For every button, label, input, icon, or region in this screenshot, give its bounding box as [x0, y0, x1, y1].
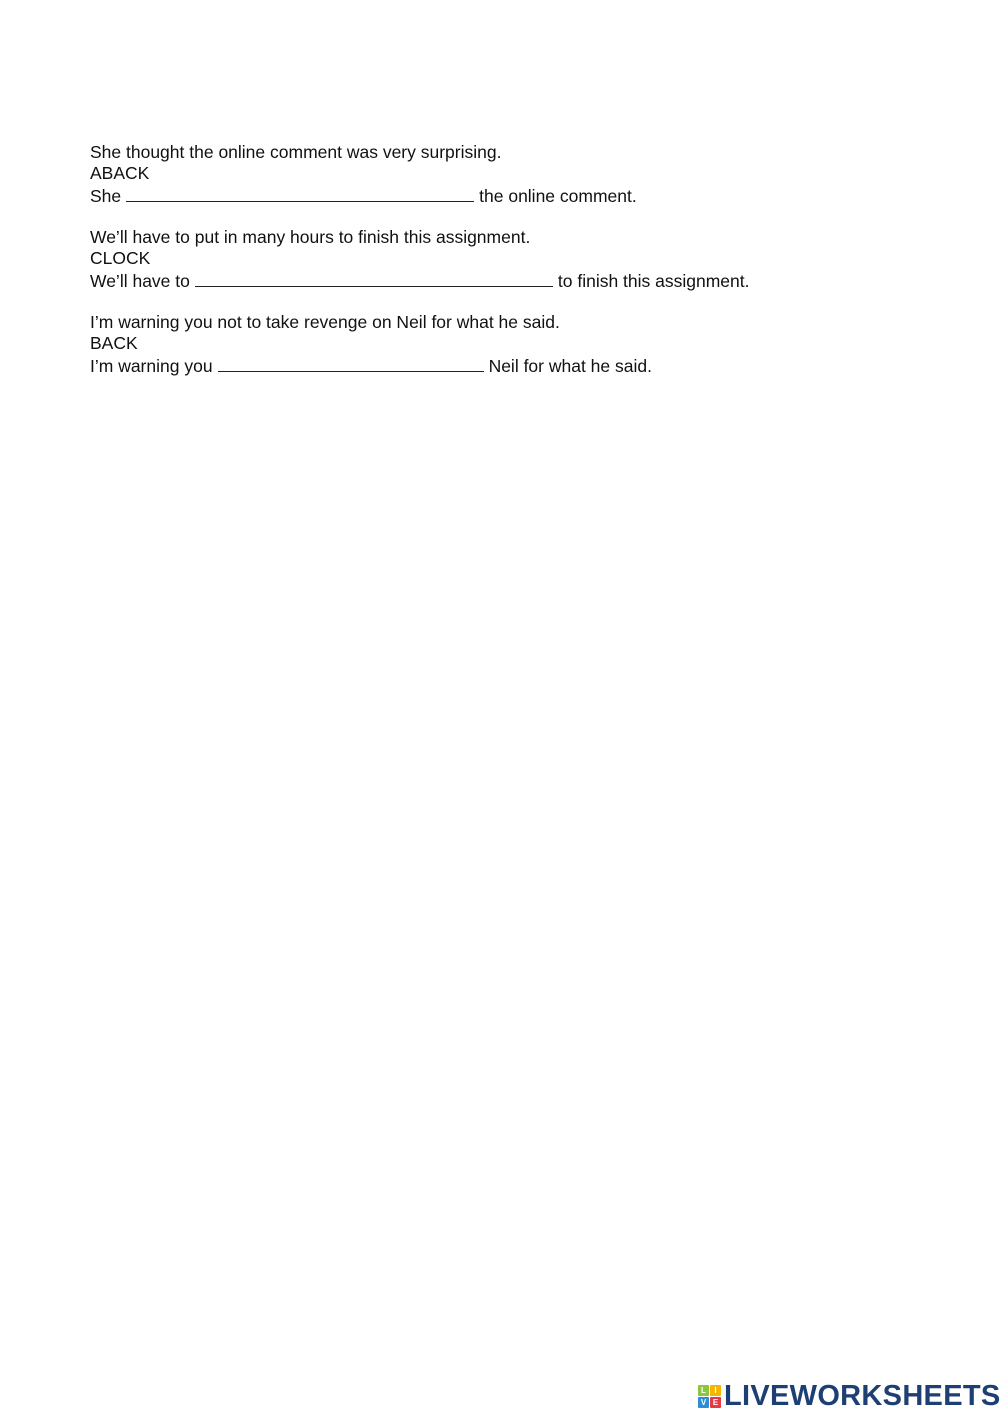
original-sentence: She thought the online comment was very surprising.	[90, 142, 502, 162]
answer-prefix: I’m warning you	[90, 356, 213, 377]
answer-prefix: She	[90, 186, 122, 207]
answer-blank[interactable]	[195, 269, 553, 287]
keyword: ABACK	[90, 163, 150, 184]
liveworksheets-logo	[698, 1380, 1000, 1413]
original-sentence: I’m warning you not to take revenge on Neil for what he said.	[90, 312, 560, 332]
logo-cubes-icon	[698, 1385, 721, 1408]
exercise-2	[90, 227, 750, 293]
logo-cube: V	[698, 1397, 709, 1408]
answer-blank[interactable]	[218, 354, 484, 372]
logo-cube: E	[710, 1397, 721, 1408]
logo-text: LIVEWORKSHEETS	[724, 1380, 1000, 1412]
logo-cube: L	[698, 1385, 709, 1396]
answer-suffix: Neil for what he said.	[488, 356, 652, 377]
answer-line	[90, 184, 637, 207]
answer-suffix: the online comment.	[479, 186, 637, 207]
keyword: BACK	[90, 333, 138, 354]
answer-blank[interactable]	[126, 184, 474, 202]
answer-line	[90, 354, 652, 377]
original-sentence: We’ll have to put in many hours to finish this assignment.	[90, 227, 531, 247]
exercise-3	[90, 312, 652, 378]
answer-suffix: to finish this assignment.	[557, 271, 750, 292]
exercise-1	[90, 142, 637, 208]
answer-prefix: We’ll have to	[90, 271, 190, 292]
logo-cube: I	[710, 1385, 721, 1396]
answer-line	[90, 269, 750, 292]
keyword: CLOCK	[90, 248, 151, 269]
